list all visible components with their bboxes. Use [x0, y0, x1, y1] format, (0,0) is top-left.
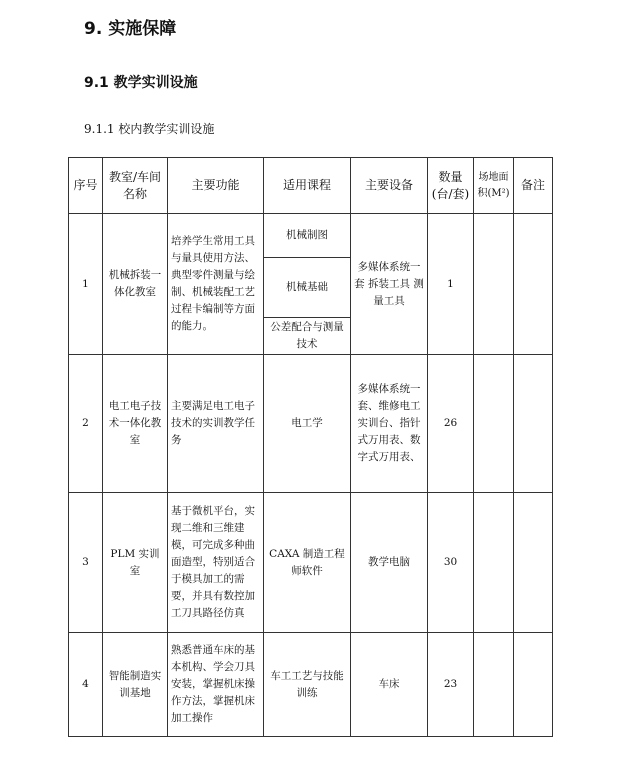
main-function: 基于微机平台，实现二维和三维建模，可完成多种曲面造型，特别适合于模具加工的需要，并具有数控加工刀具路径仿真 — [168, 493, 264, 633]
room-name: 电工电子技术一体化教室 — [103, 355, 168, 493]
table-row — [69, 355, 553, 493]
row-number: 4 — [69, 633, 103, 737]
header-cell: 数量(台/套) — [428, 158, 474, 214]
quantity-cell: 1 — [428, 214, 474, 355]
room-name: 机械拆装一体化教室 — [103, 214, 168, 355]
section-title: 9. 实施保障 — [84, 19, 177, 39]
remark-cell — [514, 633, 553, 737]
course-cell: 机械基础 — [264, 258, 351, 318]
table-header-row — [69, 158, 553, 214]
header-cell: 适用课程 — [264, 158, 351, 214]
quantity-cell: 23 — [428, 633, 474, 737]
quantity-cell: 26 — [428, 355, 474, 493]
room-name: 智能制造实训基地 — [103, 633, 168, 737]
header-cell: 序号 — [69, 158, 103, 214]
subsubsection-title: 9.1.1 校内教学实训设施 — [84, 122, 215, 136]
remark-cell — [514, 214, 553, 355]
header-cell: 主要功能 — [168, 158, 264, 214]
course-cell: 电工学 — [264, 355, 351, 493]
table-row — [69, 633, 553, 737]
row-number: 1 — [69, 214, 103, 355]
area-cell — [474, 355, 514, 493]
quantity-cell: 30 — [428, 493, 474, 633]
equipment-cell: 车床 — [351, 633, 428, 737]
course-cell: 公差配合与测量技术 — [264, 318, 351, 355]
facilities-table — [68, 157, 553, 737]
main-function: 熟悉普通车床的基本机构、学会刀具安装，掌握机床操作方法，掌握机床加工操作 — [168, 633, 264, 737]
header-cell: 场地面积(M²) — [474, 158, 514, 214]
remark-cell — [514, 493, 553, 633]
main-function: 培养学生常用工具与量具使用方法、典型零件测量与绘制、机械装配工艺过程卡编制等方面的能力。 — [168, 214, 264, 355]
course-cell: 车工工艺与技能训练 — [264, 633, 351, 737]
course-cell: CAXA 制造工程师软件 — [264, 493, 351, 633]
main-function: 主要满足电工电子技术的实训教学任务 — [168, 355, 264, 493]
equipment-cell: 多媒体系统一套、维修电工实训台、指针式万用表、数字式万用表、 — [351, 355, 428, 493]
equipment-cell: 多媒体系统一套 拆装工具 测量工具 — [351, 214, 428, 355]
header-cell: 备注 — [514, 158, 553, 214]
area-cell — [474, 493, 514, 633]
table-row — [69, 214, 553, 258]
header-cell: 教室/车间名称 — [103, 158, 168, 214]
room-name: PLM 实训室 — [103, 493, 168, 633]
table-row — [69, 493, 553, 633]
area-cell — [474, 633, 514, 737]
row-number: 3 — [69, 493, 103, 633]
remark-cell — [514, 355, 553, 493]
course-cell: 机械制图 — [264, 214, 351, 258]
area-cell — [474, 214, 514, 355]
header-cell: 主要设备 — [351, 158, 428, 214]
row-number: 2 — [69, 355, 103, 493]
equipment-cell: 教学电脑 — [351, 493, 428, 633]
subsection-title: 9.1 教学实训设施 — [84, 75, 198, 91]
